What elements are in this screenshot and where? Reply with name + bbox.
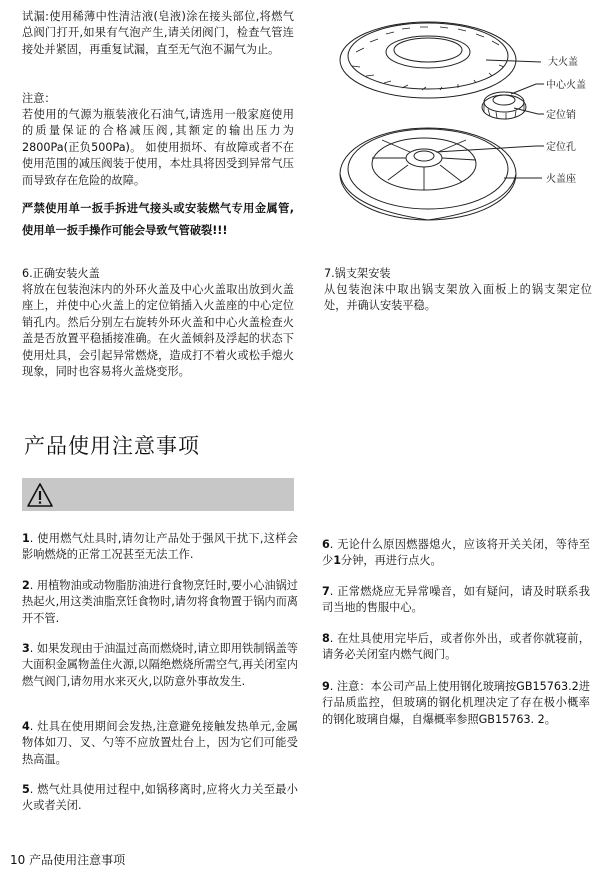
label-big-cap: 大火盖: [548, 57, 578, 68]
burner-cap-diagram: [336, 12, 598, 240]
step6-body: 将放在包装泡沫内的外环火盖及中心火盖取出放到火盖座上，并使中心火盖上的定位销插入火盖座的中心定位销孔内。然后分别左右旋转外环火盖和中心火盖检查火盖是否放置平稳插接准确。在火盖倾斜及浮起的状态下使用灶具，会引起异常燃烧，造成打不着火或松手熄火现象，同时也容易将火盖烧变形。: [22, 283, 294, 379]
step7-body: 从包装泡沫中取出锅支架放入面板上的锅支架定位处，并确认安装平稳。: [324, 283, 592, 313]
notice-title: 注意：: [22, 92, 56, 105]
label-center-cap: 中心火盖: [546, 80, 586, 91]
label-pin: 定位销: [546, 110, 576, 121]
label-base: 火盖座: [546, 174, 576, 185]
page-footer: 10 产品使用注意事项: [10, 853, 126, 867]
list-item: 2. 用植物油或动物脂肪油进行食物烹饪时,要小心油锅过热起火,用这类油脂烹饪食物时,请勿将食物置于锅内而离开不管.: [22, 579, 298, 625]
list-item: 6. 无论什么原因燃器熄火，应该将开关关闭，等待至少1分钟，再进行点火。: [322, 538, 590, 568]
notice-body: 若使用的气源为瓶装液化石油气,请选用一般家庭使用的质量保证的合格减压阀,其额定的输出压力为2800Pa(正负500Pa)。 如使用损坏、有故障或者不在使用范围的减压阀装于使用，本灶具将因受到异常气压而导致存在危险的故障。: [22, 108, 294, 187]
warning-banner: [22, 478, 294, 511]
section-title: 产品使用注意事项: [24, 434, 200, 458]
list-item: 1. 使用燃气灶具时,请勿让产品处于强风干扰下,这样会影响燃烧的正常工况甚至无法工作.: [22, 532, 298, 562]
list-item: 5. 燃气灶具使用过程中,如锅移离时,应将火力关至最小火或者关闭.: [22, 783, 298, 813]
list-item: 4. 灶具在使用期间会发热,注意避免接触发热单元,金属物体如刀、叉、勺等不应放置灶台上，因为它们可能受热高温。: [22, 720, 298, 766]
list-item: 7. 正常燃烧应无异常噪音，如有疑问，请及时联系我司当地的售服中心。: [322, 585, 590, 615]
warning-triangle-icon: [26, 482, 54, 508]
prohibit-warning: 严禁使用单一扳手拆进气接头或安装燃气专用金属管,使用单一扳手操作可能会导致气管破裂!!!: [22, 202, 294, 237]
label-hole: 定位孔: [546, 142, 576, 153]
leak-test-paragraph: 试漏:使用稀薄中性清洁液(皂液)涂在接头部位,将燃气总阀门打开,如果有气泡产生,请关闭阀门，检查气管连接处并紧固，再重复试漏，直至无气泡不漏气为止。: [22, 10, 294, 56]
step7-title: 7.锅支架安装: [324, 267, 391, 280]
list-item: 3. 如果发现由于油温过高而燃烧时,请立即用铁制锅盖等大面积金属物盖住火源,以隔绝燃烧所需空气,再关闭室内燃气阀门,请勿用水来灭火,以防意外事故发生.: [22, 642, 298, 688]
list-item: 8. 在灶具使用完毕后，或者你外出，或者你就寝前，请务必关闭室内燃气阀门。: [322, 632, 590, 662]
step6-title: 6.正确安装火盖: [22, 267, 100, 280]
list-item: 9. 注意：本公司产品上使用钢化玻璃按GB15763.2进行品质监控，但玻璃的钢化机理决定了存在极小概率的钢化玻璃自爆，自爆概率参照GB15763. 2。: [322, 680, 590, 726]
